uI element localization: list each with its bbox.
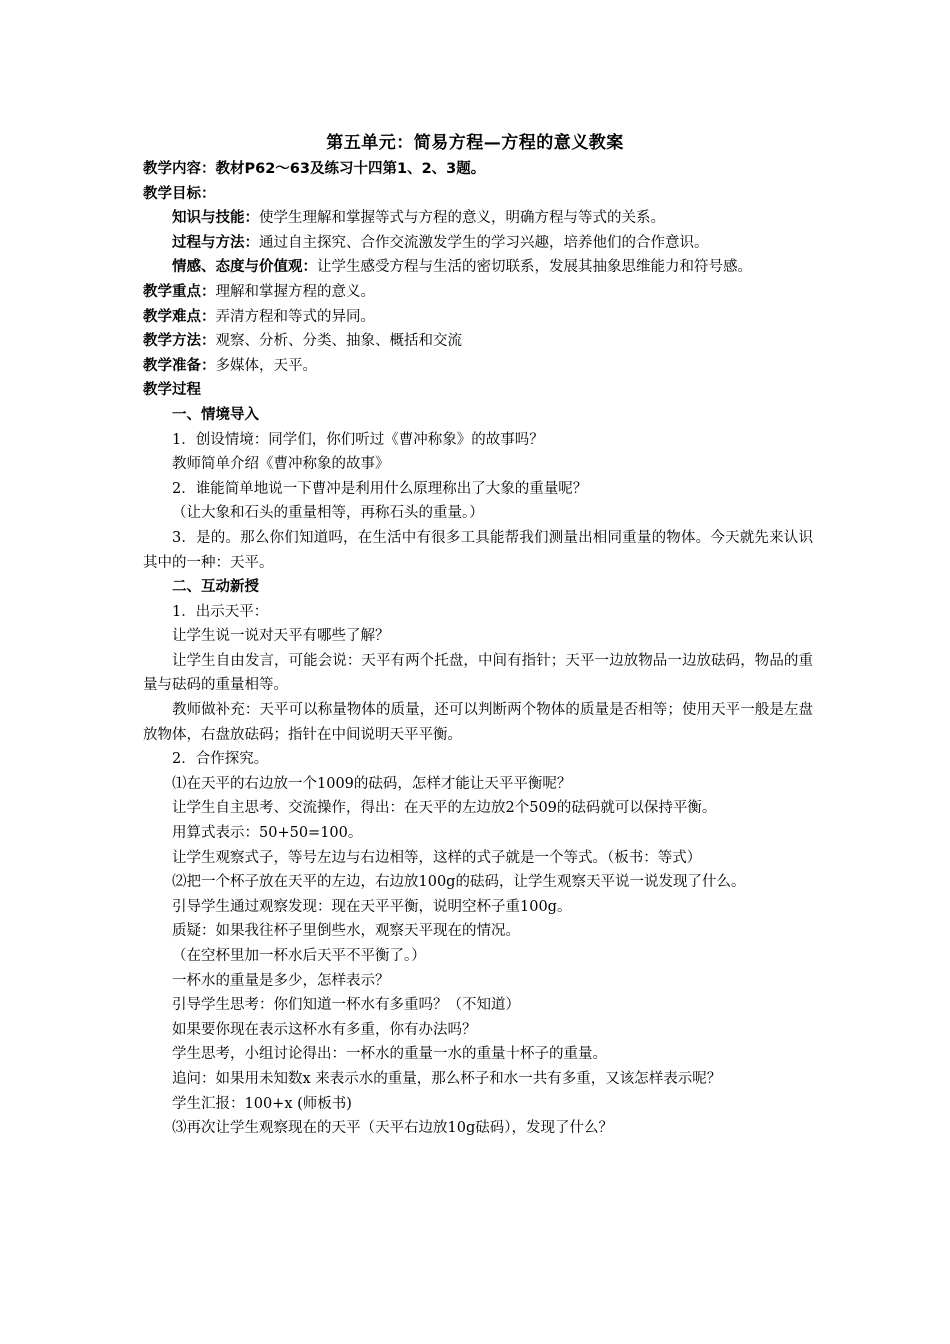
objective-process	[143, 231, 813, 256]
methods-label: 教学方法：	[143, 333, 216, 350]
section2-paragraph: 引导学生通过观察发现：现在天平平衡，说明空杯子重100g。	[172, 898, 572, 915]
key-points-text: 理解和掌握方程的意义。	[215, 283, 375, 300]
section2-heading: 二、互动新授	[172, 579, 259, 596]
process-heading: 教学过程	[143, 382, 201, 399]
objective-text: 使学生理解和掌握等式与方程的意义，明确方程与等式的关系。	[259, 210, 665, 227]
section2-paragraph: 让学生观察式子，等号左边与右边相等，这样的式子就是一个等式。（板书：等式）	[172, 849, 702, 866]
section1-paragraph: （让大象和石头的重量相等，再称石头的重量。）	[172, 505, 484, 522]
section2-paragraph: 一杯水的重量是多少，怎样表示？	[172, 972, 390, 989]
section1-heading: 一、情境导入	[172, 406, 259, 423]
section2-paragraph: 学生思考，小组讨论得出：一杯水的重量一水的重量十杯子的重量。	[172, 1046, 607, 1063]
section2-paragraph: ⑴在天平的右边放一个1009的砝码，怎样才能让天平平衡呢？	[172, 775, 572, 792]
section2-paragraph: 1．出示天平：	[172, 603, 269, 620]
objective-attitude	[143, 255, 813, 280]
section2-paragraph: （在空杯里加一杯水后天平不平衡了。）	[172, 948, 426, 964]
section2-paragraph: 让学生自主思考、交流操作，得出：在天平的左边放2个509的砝码就可以保持平衡。	[172, 800, 717, 817]
section2-paragraph: ⑶再次让学生观察现在的天平（天平右边放10g砝码），发现了什么？	[172, 1120, 613, 1137]
section1-paragraph: 2．谁能简单地说一下曹冲是利用什么原理称出了大象的重量呢？	[172, 480, 588, 497]
section2-paragraph: 让学生说一说对天平有哪些了解？	[172, 628, 390, 645]
page-title: 第五单元：简易方程—方程的意义教案	[326, 133, 624, 153]
preparation-text: 多媒体，天平。	[215, 357, 317, 374]
section2-paragraph: 如果要你现在表示这杯水有多重，你有办法吗？	[172, 1021, 477, 1038]
difficulty-label: 教学难点：	[143, 308, 216, 325]
objective-label: 情感、态度与价值观：	[172, 259, 317, 276]
section2-paragraph: 教师做补充：天平可以称量物体的质量，还可以判断两个物体的质量是否相等；使用天平一般是左盘放物体，右盘放砝码；指针在中间说明天平平衡。	[143, 702, 813, 743]
objective-text: 让学生感受方程与生活的密切联系，发展其抽象思维能力和符号感。	[317, 259, 752, 276]
objectives-heading: 教学目标：	[143, 185, 216, 202]
objective-text: 通过自主探究、合作交流激发学生的学习兴趣，培养他们的合作意识。	[259, 234, 709, 251]
section2-paragraph: 追问：如果用未知数x 来表示水的重量，那么杯子和水一共有多重，又该怎样表示呢？	[172, 1070, 722, 1087]
section1-paragraph: 1．创设情境：同学们，你们听过《曹冲称象》的故事吗？	[172, 431, 544, 448]
section2-paragraph: 2．合作探究。	[172, 751, 269, 768]
section2-paragraph: 质疑：如果我往杯子里倒些水，观察天平现在的情况。	[172, 923, 520, 940]
content-line: 教学内容：教材P62～63及练习十四第1、2、3题。	[143, 161, 486, 177]
difficulty-text: 弄清方程和等式的异同。	[215, 308, 375, 325]
objective-knowledge	[143, 206, 813, 231]
objective-label: 过程与方法：	[172, 234, 259, 251]
methods-text: 观察、分析、分类、抽象、概括和交流	[215, 333, 462, 350]
key-points	[143, 280, 813, 305]
section1-paragraph: 3．是的。那么你们知道吗，在生活中有很多工具能帮我们测量出相同重量的物体。今天就先来认识其中的一种：天平。	[143, 529, 813, 571]
preparation-label: 教学准备：	[143, 357, 216, 374]
section2-paragraph: 学生汇报：100+x (师板书)	[172, 1095, 352, 1112]
document-body	[143, 157, 813, 1141]
key-points-label: 教学重点：	[143, 283, 216, 300]
difficulty	[143, 305, 813, 330]
section2-paragraph: 用算式表示：50+50=100。	[172, 825, 363, 842]
section2-paragraph: 让学生自由发言，可能会说：天平有两个托盘，中间有指针；天平一边放物品一边放砝码，物品的重量与砝码的重量相等。	[143, 652, 813, 694]
methods	[143, 329, 813, 354]
section2-paragraph: 引导学生思考：你们知道一杯水有多重吗？（不知道）	[172, 997, 520, 1014]
section1-paragraph: 教师简单介绍《曹冲称象的故事》	[172, 456, 390, 473]
objective-label: 知识与技能：	[172, 210, 259, 227]
section2-paragraph: ⑵把一个杯子放在天平的左边，右边放100g的砝码，让学生观察天平说一说发现了什么。	[172, 874, 746, 891]
preparation	[143, 354, 813, 379]
